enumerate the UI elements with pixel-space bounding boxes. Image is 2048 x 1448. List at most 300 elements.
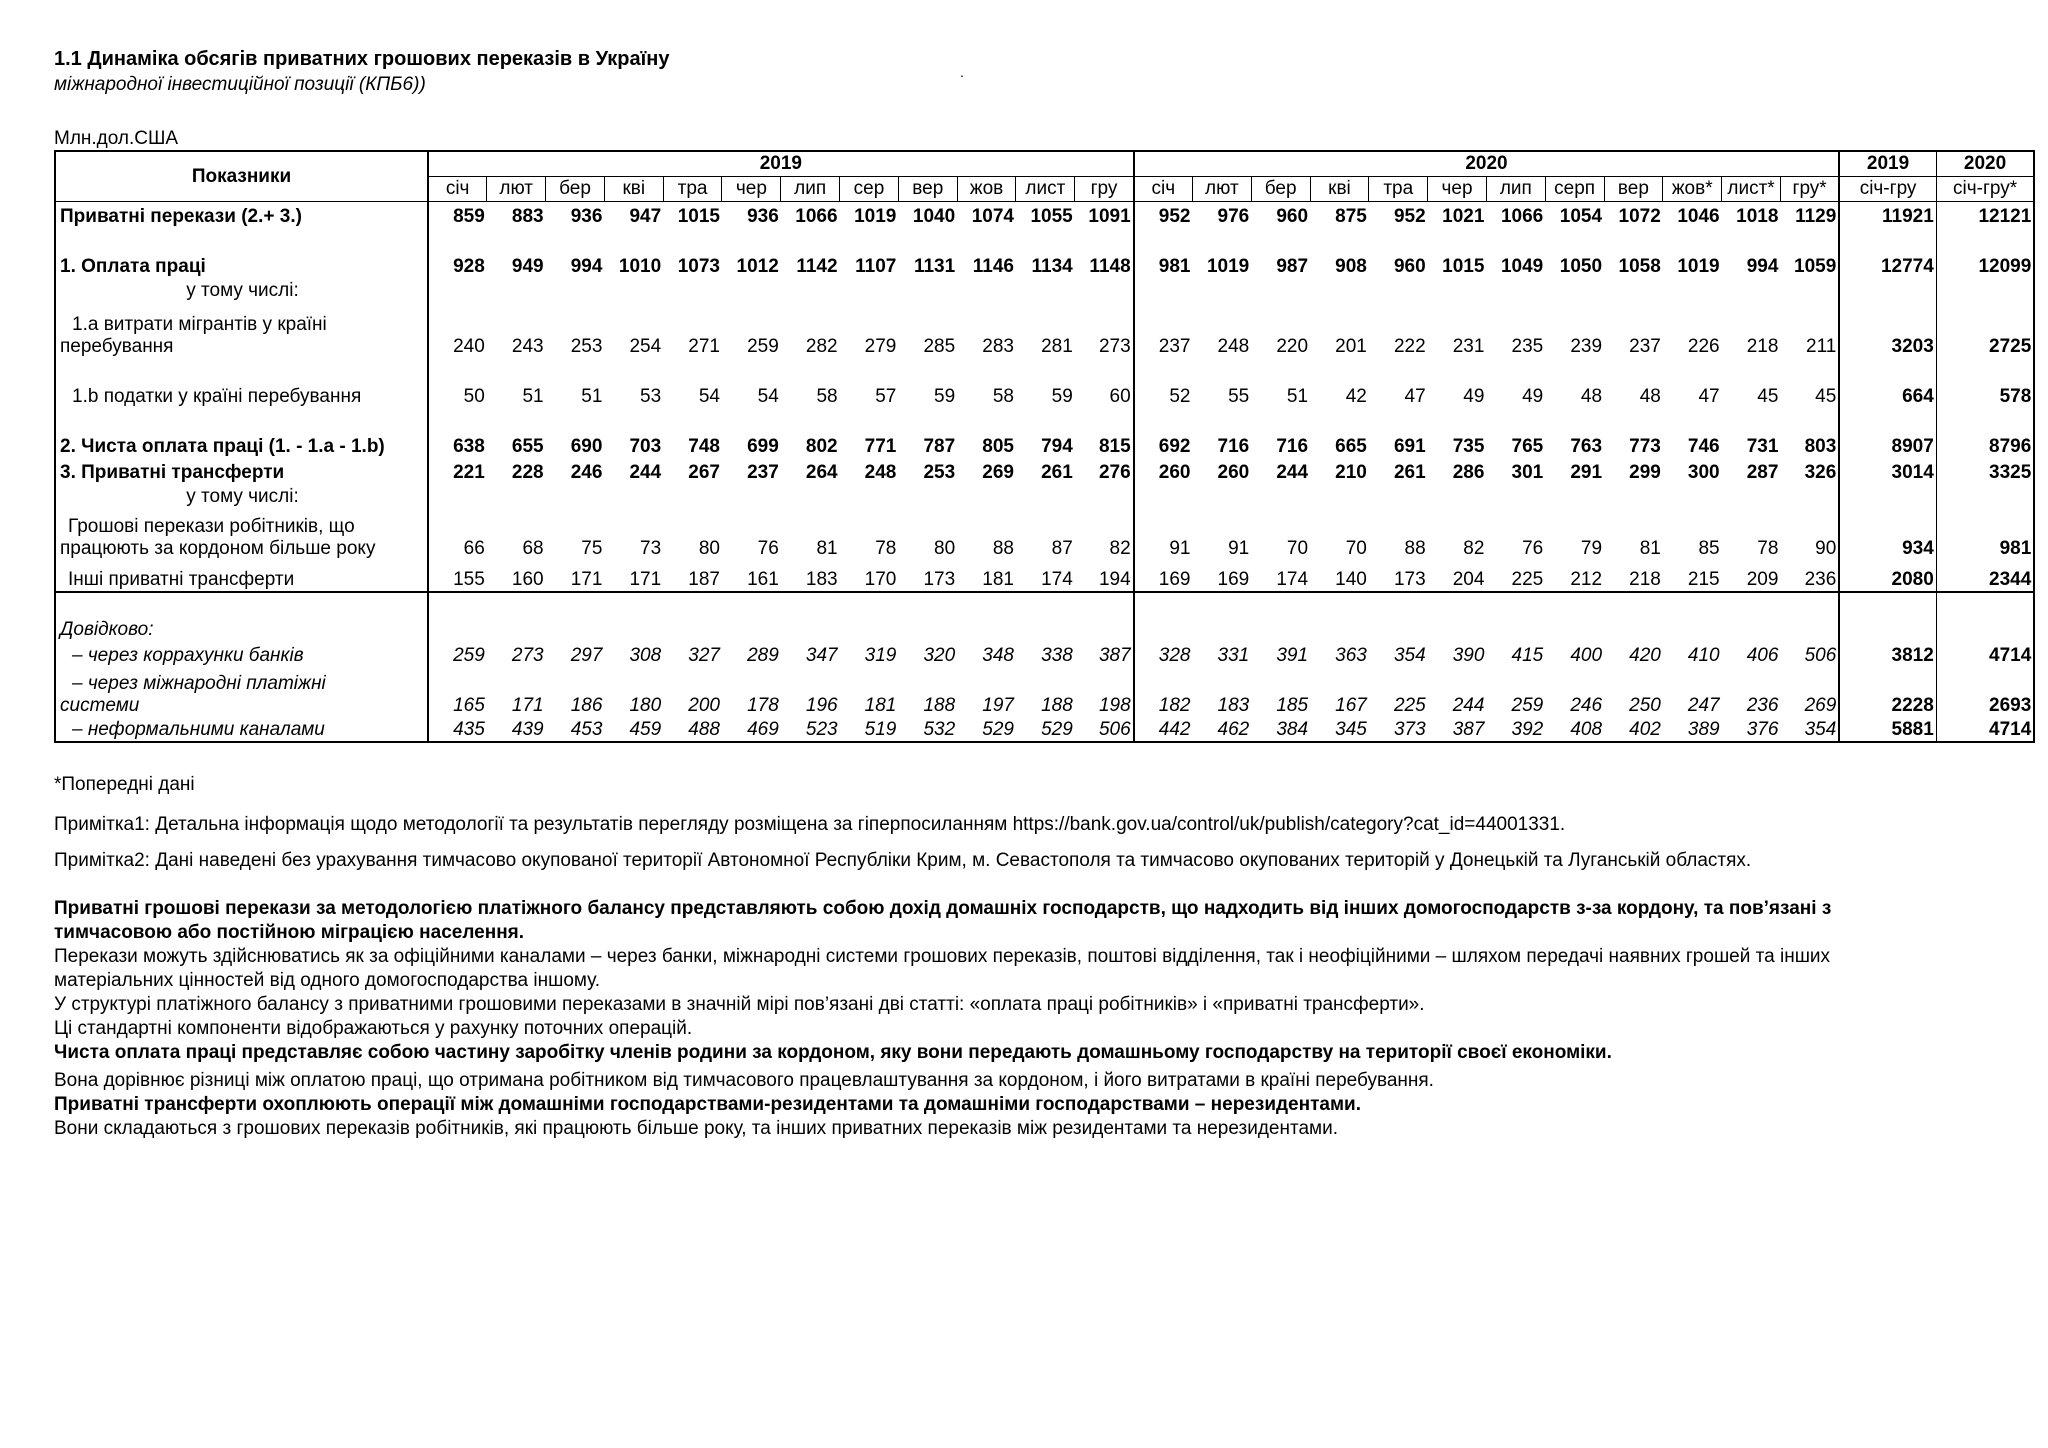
value-cell-2019: 787 <box>923 435 956 457</box>
value-cell-2019: 161 <box>722 560 781 592</box>
value-cell-2020: 250 <box>1629 694 1661 716</box>
description-section <box>54 897 1954 1141</box>
value-cell-2019: 936 <box>570 205 603 227</box>
value-cell-2019 <box>487 484 546 508</box>
spacer-cell <box>546 592 605 617</box>
value-cell-2019: 165 <box>453 694 485 716</box>
month-header-2019: вер <box>898 177 957 202</box>
spacer-cell <box>1545 408 1604 432</box>
value-cell-2019: 285 <box>923 335 956 357</box>
value-cell-2019: 883 <box>511 205 544 227</box>
value-cell-2020: 960 <box>1393 255 1426 277</box>
value-cell-2020: 506 <box>1804 644 1837 666</box>
indicator-header: Показники <box>55 151 428 202</box>
spacer-cell <box>1251 592 1310 617</box>
value-cell-2019: 1131 <box>913 255 956 277</box>
month-header-2019: жов <box>957 177 1016 202</box>
value-cell-2020: 235 <box>1511 335 1544 357</box>
value-cell-2019: 529 <box>982 718 1014 740</box>
value-cell-2019: 1010 <box>618 255 662 277</box>
spacer-cell <box>957 228 1016 252</box>
value-cell-2019: 264 <box>805 461 838 483</box>
value-cell-2020: 1066 <box>1500 205 1544 227</box>
row-label-line: 1.а витрати мігрантів у країні <box>72 313 327 335</box>
total-cell-2019: 12774 <box>1839 252 1936 278</box>
month-header-2019: чер <box>722 177 781 202</box>
value-cell-2020: 209 <box>1722 560 1781 592</box>
value-cell-2020: 248 <box>1217 335 1250 357</box>
value-cell-2020: 1129 <box>1795 205 1837 227</box>
spacer-row <box>55 592 2034 617</box>
value-cell-2019: 254 <box>629 335 662 357</box>
value-cell-2019: 73 <box>640 537 662 559</box>
value-cell-2020 <box>1251 617 1310 641</box>
unit-label: Млн.дол.США <box>54 128 179 149</box>
month-header-2019: лист <box>1016 177 1075 202</box>
spacer-cell <box>487 592 546 617</box>
value-cell-2020: 174 <box>1251 560 1310 592</box>
spacer-cell <box>722 592 781 617</box>
value-cell-2020: 269 <box>1804 694 1837 716</box>
spacer-cell <box>1663 408 1722 432</box>
value-cell-2020 <box>1369 617 1428 641</box>
value-cell-2020 <box>1310 617 1369 641</box>
spacer-cell <box>840 358 899 382</box>
row-label <box>55 508 428 560</box>
table-row-taxes_b <box>55 382 2034 408</box>
value-cell-2019 <box>1016 278 1075 302</box>
spacer-cell <box>1780 408 1839 432</box>
value-cell-2020: 716 <box>1276 435 1309 457</box>
preliminary-note: *Попередні дані <box>54 773 195 795</box>
value-cell-2020: 244 <box>1452 694 1485 716</box>
value-cell-2019 <box>840 278 899 302</box>
value-cell-2019: 439 <box>511 718 544 740</box>
value-cell-2019: 928 <box>453 255 485 277</box>
desc-paragraph: Вона дорівнює різниці між оплатою праці, що отримана робітником від тимчасового працевлаштування за кордоном, і його витратами в країні перебування. <box>54 1069 1434 1091</box>
value-cell-2020: 1019 <box>1677 255 1720 277</box>
desc-paragraph: Перекази можуть здійснюватись як за офіційними каналами – через банки, міжнародні системи грошових переказів, поштові відділення, так і неофіційними – шляхом передачі наявних грошей та інших матеріальних цінностей від одного домогосподарства іншому. <box>54 945 1831 991</box>
value-cell-2019: 347 <box>805 644 838 666</box>
spacer-cell <box>840 228 899 252</box>
spacer-cell <box>428 408 487 432</box>
value-cell-2020: 415 <box>1511 644 1544 666</box>
value-cell-2019: 1015 <box>677 205 720 227</box>
value-cell-2019: 53 <box>640 385 662 407</box>
value-cell-2019 <box>722 484 781 508</box>
value-cell-2020: 960 <box>1276 205 1309 227</box>
spacer-cell <box>781 358 840 382</box>
spacer-cell <box>1839 228 1936 252</box>
value-cell-2019: 523 <box>805 718 838 740</box>
spacer-row <box>55 228 2034 252</box>
spacer-cell <box>487 358 546 382</box>
value-cell-2020: 1058 <box>1618 255 1661 277</box>
month-header-2019: тра <box>663 177 722 202</box>
value-cell-2020: 1059 <box>1794 255 1837 277</box>
value-cell-2020: 389 <box>1687 718 1720 740</box>
spacer-cell <box>1369 592 1428 617</box>
value-cell-2020: 331 <box>1217 644 1250 666</box>
value-cell-2020: 803 <box>1804 435 1837 457</box>
value-cell-2019 <box>1016 617 1075 641</box>
value-cell-2019 <box>1075 617 1134 641</box>
value-cell-2020: 51 <box>1286 385 1309 407</box>
spacer-cell <box>1428 358 1487 382</box>
value-cell-2019: 51 <box>581 385 603 407</box>
value-cell-2020: 773 <box>1629 435 1661 457</box>
value-cell-2019: 699 <box>747 435 779 457</box>
value-cell-2020: 204 <box>1428 560 1487 592</box>
month-header-2020: вер <box>1604 177 1663 202</box>
spacer-cell <box>663 592 722 617</box>
spacer-cell <box>781 408 840 432</box>
spacer-cell <box>781 592 840 617</box>
value-cell-2019: 289 <box>747 644 779 666</box>
value-cell-2020 <box>1663 617 1722 641</box>
value-cell-2019: 1134 <box>1031 255 1073 277</box>
value-cell-2019: 771 <box>864 435 897 457</box>
spacer-cell <box>1251 358 1310 382</box>
value-cell-2019: 267 <box>688 461 720 483</box>
spacer-cell <box>604 592 663 617</box>
month-header-2020: кві <box>1310 177 1369 202</box>
value-cell-2020: 1049 <box>1500 255 1544 277</box>
value-cell-2020: 218 <box>1604 560 1663 592</box>
spacer-cell <box>1016 358 1075 382</box>
value-cell-2019: 68 <box>522 537 544 559</box>
table-row-net_labor <box>55 432 2034 458</box>
value-cell-2019: 1074 <box>971 205 1014 227</box>
value-cell-2019: 188 <box>1041 694 1073 716</box>
spacer-cell <box>1780 358 1839 382</box>
spacer-cell <box>546 408 605 432</box>
spacer-cell <box>1428 228 1487 252</box>
table-row-reference <box>55 617 2034 641</box>
value-cell-2019: 188 <box>923 694 956 716</box>
month-header-2019: лип <box>781 177 840 202</box>
value-cell-2020 <box>1780 278 1839 302</box>
value-cell-2019: 297 <box>570 644 603 666</box>
value-cell-2020 <box>1604 617 1663 641</box>
value-cell-2019: 532 <box>923 718 956 740</box>
month-header-2020: січ <box>1134 177 1193 202</box>
total-cell-2019 <box>1839 484 1936 508</box>
spacer-cell <box>1839 358 1936 382</box>
value-cell-2020: 201 <box>1335 335 1367 357</box>
value-cell-2019: 269 <box>982 461 1014 483</box>
spacer-cell <box>604 358 663 382</box>
spacer-cell <box>487 408 546 432</box>
value-cell-2019: 348 <box>982 644 1014 666</box>
value-cell-2020 <box>1780 617 1839 641</box>
value-cell-2019: 261 <box>1041 461 1073 483</box>
spacer-row <box>55 358 2034 382</box>
value-cell-2020 <box>1780 484 1839 508</box>
month-header-2020: гру* <box>1780 177 1839 202</box>
month-header-2020: лют <box>1192 177 1251 202</box>
value-cell-2020: 91 <box>1228 537 1250 559</box>
value-cell-2019: 221 <box>453 461 485 483</box>
table-row-other <box>55 560 2034 592</box>
value-cell-2020: 231 <box>1452 335 1485 357</box>
value-cell-2020: 1021 <box>1442 205 1485 227</box>
value-cell-2019: 170 <box>840 560 899 592</box>
month-header-2020: серп <box>1545 177 1604 202</box>
value-cell-2020: 244 <box>1276 461 1309 483</box>
value-cell-2020: 70 <box>1345 537 1367 559</box>
value-cell-2020: 442 <box>1134 717 1193 742</box>
desc-paragraph: Чиста оплата праці представляє собою частину заробітку членів родини за кордоном, яку вони передають домашньому господарству на території своєї економіки. <box>54 1041 1612 1063</box>
page-title: 1.1 Динаміка обсягів приватних грошових переказів в Україну <box>54 48 670 70</box>
value-cell-2019: 87 <box>1051 537 1073 559</box>
value-cell-2019: 655 <box>511 435 544 457</box>
value-cell-2019: 1019 <box>854 205 897 227</box>
value-cell-2020: 287 <box>1746 461 1779 483</box>
value-cell-2020 <box>1369 278 1428 302</box>
value-cell-2019: 60 <box>1109 385 1131 407</box>
row-label: у тому числі: <box>55 484 428 508</box>
spacer-cell <box>1663 358 1722 382</box>
value-cell-2019: 248 <box>864 461 897 483</box>
value-cell-2019: 387 <box>1098 644 1131 666</box>
value-cell-2020: 82 <box>1463 537 1485 559</box>
total-2019-subheader: січ-гру <box>1839 177 1936 202</box>
row-label-line: перебування <box>60 335 174 357</box>
value-cell-2020: 47 <box>1698 385 1720 407</box>
value-cell-2020 <box>1486 484 1545 508</box>
value-cell-2019: 54 <box>698 385 720 407</box>
month-header-2019: лют <box>487 177 546 202</box>
value-cell-2020 <box>1310 484 1369 508</box>
value-cell-2020: 169 <box>1134 560 1193 592</box>
spacer-cell <box>1075 408 1134 432</box>
value-cell-2019 <box>604 617 663 641</box>
spacer-cell <box>1192 358 1251 382</box>
spacer-cell <box>1663 592 1722 617</box>
value-cell-2019 <box>957 278 1016 302</box>
value-cell-2019: 1040 <box>912 205 956 227</box>
spacer-cell <box>722 408 781 432</box>
value-cell-2020: 392 <box>1511 718 1544 740</box>
spacer-cell <box>663 408 722 432</box>
spacer-cell <box>781 228 840 252</box>
month-header-2020: бер <box>1251 177 1310 202</box>
value-cell-2019: 243 <box>511 335 544 357</box>
value-cell-2019: 1066 <box>795 205 838 227</box>
spacer-cell <box>1780 228 1839 252</box>
total-cell-2019: 5881 <box>1839 717 1936 742</box>
value-cell-2020 <box>1134 278 1193 302</box>
value-cell-2020: 391 <box>1276 644 1309 666</box>
value-cell-2019: 59 <box>1051 385 1073 407</box>
value-cell-2019 <box>428 617 487 641</box>
value-cell-2019: 76 <box>757 537 779 559</box>
spacer-cell <box>1134 408 1193 432</box>
spacer-cell <box>1428 408 1487 432</box>
value-cell-2020: 1019 <box>1206 255 1250 277</box>
value-cell-2020 <box>1545 617 1604 641</box>
spacer-cell <box>1310 592 1369 617</box>
value-cell-2019: 173 <box>898 560 957 592</box>
value-cell-2020 <box>1192 617 1251 641</box>
value-cell-2020: 48 <box>1580 385 1603 407</box>
table-row-informal <box>55 717 2034 742</box>
value-cell-2019 <box>428 278 487 302</box>
value-cell-2019: 281 <box>1041 335 1073 357</box>
value-cell-2019 <box>604 278 663 302</box>
spacer-cell <box>1075 358 1134 382</box>
value-cell-2020: 875 <box>1335 205 1367 227</box>
value-cell-2020 <box>1134 617 1193 641</box>
value-cell-2020: 354 <box>1804 718 1837 740</box>
spacer-cell <box>1486 592 1545 617</box>
value-cell-2020: 236 <box>1746 694 1779 716</box>
value-cell-2019: 453 <box>570 718 603 740</box>
value-cell-2019: 327 <box>688 644 720 666</box>
value-cell-2019: 66 <box>463 537 485 559</box>
value-cell-2020: 215 <box>1663 560 1722 592</box>
value-cell-2019 <box>957 617 1016 641</box>
value-cell-2020: 735 <box>1452 435 1485 457</box>
spacer-cell <box>1722 408 1781 432</box>
value-cell-2019: 529 <box>1041 718 1073 740</box>
total-cell-2020: 4714 <box>1936 717 2034 742</box>
value-cell-2019: 273 <box>511 644 544 666</box>
value-cell-2020 <box>1192 484 1251 508</box>
value-cell-2020 <box>1663 278 1722 302</box>
month-header-2019: гру <box>1075 177 1134 202</box>
row-label: 2. Чиста оплата праці (1. - 1.а - 1.b) <box>55 432 428 458</box>
spacer-cell <box>1604 592 1663 617</box>
row-label: – неформальними каналами <box>55 717 428 742</box>
spacer-cell <box>1936 228 2034 252</box>
value-cell-2019: 57 <box>875 385 897 407</box>
value-cell-2020: 45 <box>1815 385 1837 407</box>
spacer-cell <box>1780 592 1839 617</box>
value-cell-2019: 338 <box>1041 644 1073 666</box>
total-cell-2020: 8796 <box>1936 432 2034 458</box>
total-cell-2019: 664 <box>1839 382 1936 408</box>
value-cell-2020: 85 <box>1698 537 1720 559</box>
value-cell-2020: 692 <box>1134 432 1193 458</box>
total-cell-2020 <box>1936 278 2034 302</box>
total-2020-header: 2020 <box>1936 151 2034 177</box>
spacer-cell <box>546 358 605 382</box>
spacer-cell <box>1936 592 2034 617</box>
spacer-cell <box>1075 592 1134 617</box>
year-2019-header: 2019 <box>428 151 1134 177</box>
value-cell-2020 <box>1428 484 1487 508</box>
spacer-cell <box>604 228 663 252</box>
value-cell-2019: 155 <box>428 560 487 592</box>
value-cell-2020: 259 <box>1511 694 1544 716</box>
value-cell-2020: 328 <box>1134 641 1193 667</box>
month-header-2020: тра <box>1369 177 1428 202</box>
value-cell-2020 <box>1486 278 1545 302</box>
page-subtitle: міжнародної інвестиційної позиції (КПБ6)) <box>54 74 426 95</box>
value-cell-2020: 1018 <box>1736 205 1779 227</box>
value-cell-2019: 1091 <box>1088 205 1131 227</box>
value-cell-2019: 1073 <box>677 255 720 277</box>
value-cell-2020: 237 <box>1134 302 1193 358</box>
value-cell-2020: 167 <box>1335 694 1367 716</box>
value-cell-2020: 300 <box>1687 461 1720 483</box>
value-cell-2020 <box>1722 278 1781 302</box>
spacer-cell <box>1722 228 1781 252</box>
month-header-2020: лип <box>1486 177 1545 202</box>
row-label: Приватні перекази (2.+ 3.) <box>55 202 428 228</box>
value-cell-2020: 908 <box>1335 255 1367 277</box>
value-cell-2020: 226 <box>1687 335 1720 357</box>
value-cell-2019: 171 <box>546 560 605 592</box>
value-cell-2020: 260 <box>1217 461 1250 483</box>
spacer-cell <box>1192 592 1251 617</box>
value-cell-2020: 400 <box>1570 644 1603 666</box>
row-label-line: – через міжнародні платіжні <box>72 672 326 694</box>
value-cell-2019: 186 <box>570 694 603 716</box>
value-cell-2020: 981 <box>1134 252 1193 278</box>
value-cell-2020: 731 <box>1746 435 1779 457</box>
total-cell-2020: 981 <box>1936 508 2034 560</box>
spacer-cell <box>898 228 957 252</box>
value-cell-2020: 691 <box>1393 435 1426 457</box>
spacer-cell <box>1486 408 1545 432</box>
value-cell-2019: 82 <box>1109 537 1131 559</box>
value-cell-2020: 247 <box>1687 694 1720 716</box>
row-label: 1. Оплата праці <box>55 252 428 278</box>
year-2020-header: 2020 <box>1134 151 1840 177</box>
value-cell-2019: 181 <box>957 560 1016 592</box>
value-cell-2020: 42 <box>1345 385 1367 407</box>
value-cell-2020: 48 <box>1639 385 1661 407</box>
spacer-cell <box>1134 228 1193 252</box>
total-cell-2020: 12099 <box>1936 252 2034 278</box>
value-cell-2020: 716 <box>1217 435 1250 457</box>
desc-paragraph: Приватні трансферти охоплюють операції між домашніми господарствами-резидентами та домашніми господарствами – нерезидентами. <box>54 1093 1361 1115</box>
value-cell-2020: 182 <box>1134 667 1193 717</box>
total-cell-2020: 4714 <box>1936 641 2034 667</box>
desc-paragraph: У структурі платіжного балансу з приватними грошовими переказами в значній мірі пов’язані дві статті: «оплата праці робітників» і «приватні трансферти». <box>54 993 1425 1015</box>
spacer-cell <box>898 408 957 432</box>
value-cell-2020: 210 <box>1335 461 1367 483</box>
value-cell-2020: 246 <box>1570 694 1603 716</box>
value-cell-2019: 58 <box>816 385 838 407</box>
value-cell-2020: 185 <box>1276 694 1309 716</box>
value-cell-2019 <box>487 278 546 302</box>
value-cell-2020: 373 <box>1393 718 1426 740</box>
value-cell-2019: 282 <box>805 335 838 357</box>
value-cell-2019: 59 <box>934 385 956 407</box>
value-cell-2019 <box>722 617 781 641</box>
value-cell-2020: 1050 <box>1559 255 1603 277</box>
value-cell-2020: 55 <box>1228 385 1250 407</box>
total-cell-2019: 934 <box>1839 508 1936 560</box>
spacer-cell <box>1545 358 1604 382</box>
month-header-2019: кві <box>604 177 663 202</box>
value-cell-2020 <box>1428 617 1487 641</box>
spacer-cell <box>55 408 428 432</box>
value-cell-2019 <box>840 484 899 508</box>
value-cell-2019: 88 <box>992 537 1014 559</box>
value-cell-2020: 239 <box>1570 335 1603 357</box>
value-cell-2020: 408 <box>1570 718 1603 740</box>
notes-section <box>54 773 2014 873</box>
value-cell-2019: 994 <box>570 255 603 277</box>
value-cell-2020 <box>1663 484 1722 508</box>
value-cell-2019: 936 <box>747 205 779 227</box>
value-cell-2020 <box>1369 484 1428 508</box>
